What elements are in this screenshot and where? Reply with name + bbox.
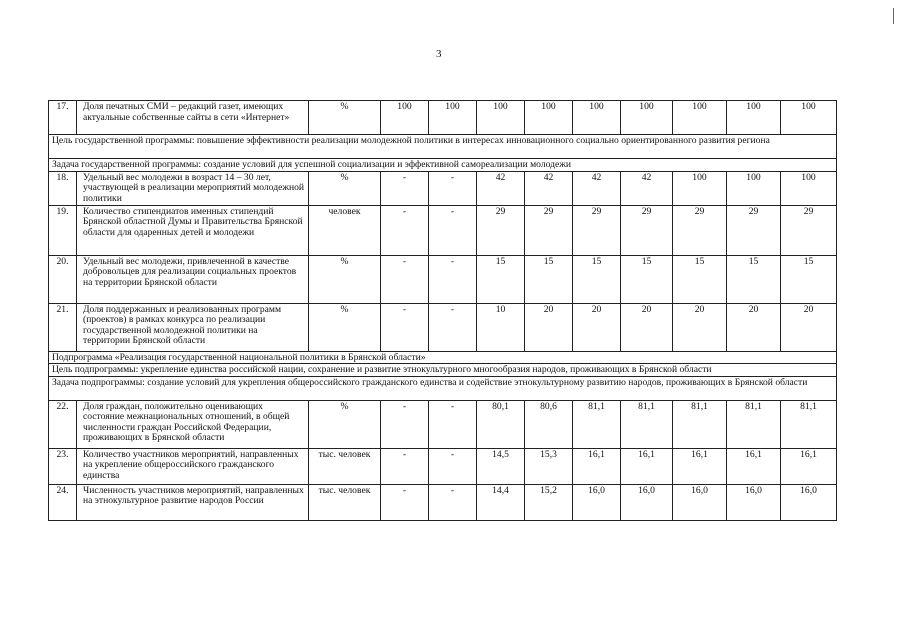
indicator-value: 16,1 — [727, 448, 781, 484]
table-row — [49, 484, 837, 520]
indicator-value: 100 — [429, 101, 477, 135]
indicator-value: - — [429, 400, 477, 448]
indicator-value: 81,1 — [673, 400, 727, 448]
indicator-value: 42 — [525, 171, 573, 205]
table-row — [49, 101, 837, 135]
indicator-value: 80,1 — [477, 400, 525, 448]
unit-of-measure: человек — [309, 205, 381, 255]
row-number: 24. — [49, 484, 77, 520]
indicator-value: 16,0 — [781, 484, 837, 520]
indicators-table-container — [48, 100, 836, 521]
indicator-value: 15 — [621, 255, 673, 303]
indicator-value: - — [429, 448, 477, 484]
indicator-value: 15 — [477, 255, 525, 303]
indicator-value: 15,2 — [525, 484, 573, 520]
indicator-value: 100 — [781, 101, 837, 135]
indicator-value: - — [429, 205, 477, 255]
indicator-value: 29 — [477, 205, 525, 255]
indicator-value: 81,1 — [727, 400, 781, 448]
indicator-value: 29 — [621, 205, 673, 255]
indicator-name: Удельный вес молодежи в возраст 14 – 30 лет, участвующей в реализации мероприятий молодежной политики — [77, 171, 309, 205]
indicator-value: 29 — [727, 205, 781, 255]
indicator-value: 100 — [477, 101, 525, 135]
indicator-value: 81,1 — [621, 400, 673, 448]
indicator-value: - — [381, 171, 429, 205]
unit-of-measure: % — [309, 101, 381, 135]
indicator-value: 20 — [573, 303, 621, 351]
indicator-name: Доля поддержанных и реализованных программ (проектов) в рамках конкурса по реализации государственной молодежной политики на территории Брянской области — [77, 303, 309, 351]
indicator-value: - — [381, 205, 429, 255]
row-number: 21. — [49, 303, 77, 351]
table-row — [49, 171, 837, 205]
indicator-value: 15 — [673, 255, 727, 303]
indicator-value: 81,1 — [573, 400, 621, 448]
scan-edge-mark — [893, 8, 894, 24]
indicator-value: 15,3 — [525, 448, 573, 484]
indicator-value: 42 — [621, 171, 673, 205]
indicators-table — [48, 100, 837, 521]
indicator-value: 10 — [477, 303, 525, 351]
indicator-value: 100 — [781, 171, 837, 205]
section-header-text: Цель подпрограммы: укрепление единства российской нации, сохранение и развитие этнокультурного многообразия народов, проживающих в Брянской области — [49, 364, 837, 377]
indicator-value: - — [429, 255, 477, 303]
indicator-value: 100 — [573, 101, 621, 135]
indicator-value: 100 — [673, 171, 727, 205]
row-number: 19. — [49, 205, 77, 255]
indicator-value: 100 — [525, 101, 573, 135]
indicator-value: 81,1 — [781, 400, 837, 448]
section-header-text: Цель государственной программы: повышение эффективности реализации молодежной политики в интересах инновационного социально ориентированного развития региона — [49, 135, 837, 159]
indicator-value: 14,4 — [477, 484, 525, 520]
indicator-name: Доля печатных СМИ – редакций газет, имеющих актуальные собственные сайты в сети «Интернет» — [77, 101, 309, 135]
section-header-row — [49, 351, 837, 364]
row-number: 17. — [49, 101, 77, 135]
indicator-name: Количество стипендиатов именных стипендий Брянской областной Думы и Правительства Брянской области для одаренных детей и молодежи — [77, 205, 309, 255]
unit-of-measure: тыс. человек — [309, 484, 381, 520]
indicator-value: 42 — [573, 171, 621, 205]
indicator-value: - — [381, 255, 429, 303]
indicator-value: 16,1 — [621, 448, 673, 484]
indicator-value: 15 — [573, 255, 621, 303]
indicator-value: 16,0 — [621, 484, 673, 520]
section-header-row — [49, 135, 837, 159]
table-row — [49, 303, 837, 351]
indicator-value: 29 — [673, 205, 727, 255]
indicator-value: 14,5 — [477, 448, 525, 484]
section-header-text: Задача государственной программы: создание условий для успешной социализации и эффективной самореализации молодежи — [49, 159, 837, 172]
table-row — [49, 255, 837, 303]
indicator-value: 16,1 — [573, 448, 621, 484]
unit-of-measure: % — [309, 400, 381, 448]
indicator-value: 16,0 — [673, 484, 727, 520]
table-row — [49, 205, 837, 255]
indicator-value: 80,6 — [525, 400, 573, 448]
indicator-value: - — [381, 303, 429, 351]
section-header-text: Подпрограмма «Реализация государственной национальной политики в Брянской области» — [49, 351, 837, 364]
indicator-value: 29 — [525, 205, 573, 255]
indicator-value: 20 — [525, 303, 573, 351]
indicator-name: Доля граждан, положительно оценивающих состояние межнациональных отношений, в общей численности граждан Российской Федерации, проживающих в Брянской области — [77, 400, 309, 448]
row-number: 23. — [49, 448, 77, 484]
indicator-value: 42 — [477, 171, 525, 205]
row-number: 22. — [49, 400, 77, 448]
section-header-row — [49, 159, 837, 172]
indicator-value: 16,0 — [573, 484, 621, 520]
indicator-value: - — [429, 171, 477, 205]
indicator-name: Численность участников мероприятий, направленных на этнокультурное развитие народов России — [77, 484, 309, 520]
indicator-value: 15 — [781, 255, 837, 303]
row-number: 20. — [49, 255, 77, 303]
indicator-value: 100 — [727, 171, 781, 205]
table-row — [49, 400, 837, 448]
indicator-value: 100 — [673, 101, 727, 135]
indicator-value: - — [381, 400, 429, 448]
indicator-value: 29 — [781, 205, 837, 255]
indicator-value: - — [429, 484, 477, 520]
indicator-value: 100 — [621, 101, 673, 135]
section-header-row — [49, 376, 837, 400]
section-header-row — [49, 364, 837, 377]
indicator-value: 100 — [381, 101, 429, 135]
indicator-value: 20 — [673, 303, 727, 351]
page-number: 3 — [436, 48, 442, 60]
indicator-value: - — [381, 448, 429, 484]
indicator-value: 16,1 — [673, 448, 727, 484]
section-header-text: Задача подпрограммы: создание условий для укрепления общероссийского гражданского единства и содействие этнокультурному развитию народов, проживающих в Брянской области — [49, 376, 837, 400]
indicator-value: - — [429, 303, 477, 351]
table-body — [49, 101, 837, 521]
indicator-value: 16,0 — [727, 484, 781, 520]
unit-of-measure: % — [309, 171, 381, 205]
indicator-value: 100 — [727, 101, 781, 135]
unit-of-measure: % — [309, 255, 381, 303]
row-number: 18. — [49, 171, 77, 205]
indicator-value: - — [381, 484, 429, 520]
table-row — [49, 448, 837, 484]
indicator-value: 20 — [727, 303, 781, 351]
indicator-value: 20 — [621, 303, 673, 351]
unit-of-measure: % — [309, 303, 381, 351]
indicator-name: Удельный вес молодежи, привлеченной в качестве добровольцев для реализации социальных проектов на территории Брянской области — [77, 255, 309, 303]
indicator-name: Количество участников мероприятий, направленных на укрепление общероссийского гражданского единства — [77, 448, 309, 484]
indicator-value: 20 — [781, 303, 837, 351]
indicator-value: 16,1 — [781, 448, 837, 484]
indicator-value: 29 — [573, 205, 621, 255]
indicator-value: 15 — [525, 255, 573, 303]
indicator-value: 15 — [727, 255, 781, 303]
unit-of-measure: тыс. человек — [309, 448, 381, 484]
